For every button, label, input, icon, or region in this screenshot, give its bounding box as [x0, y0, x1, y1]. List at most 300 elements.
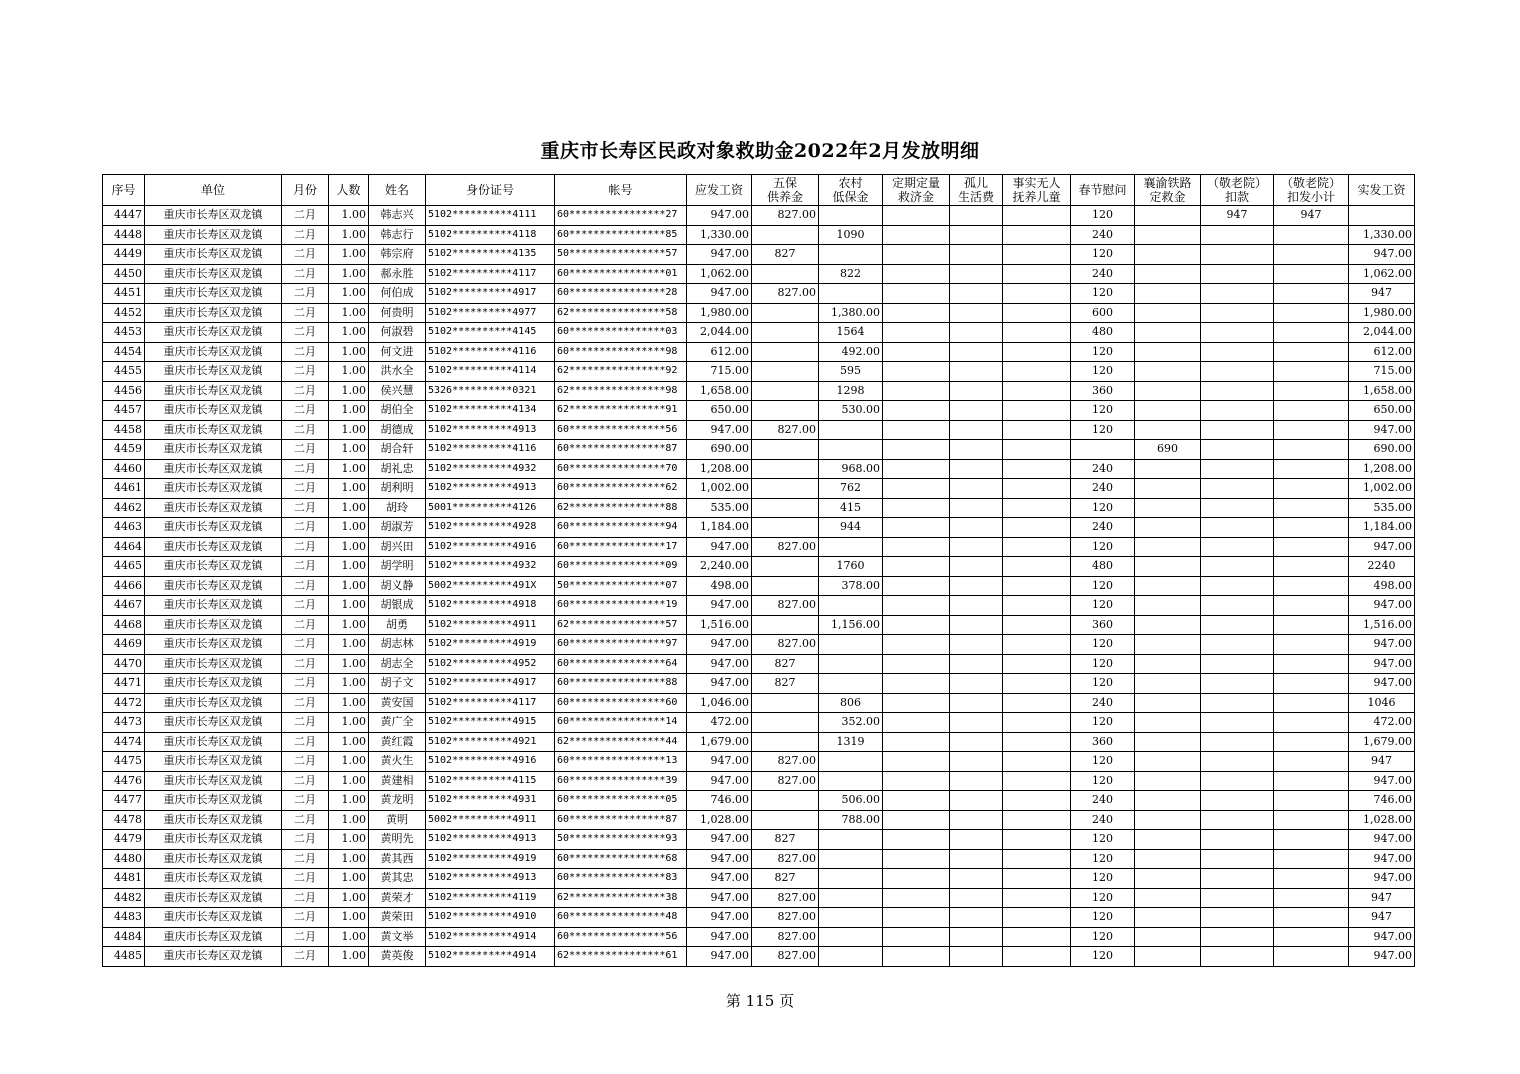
- cell-orphan-living-cost: [950, 615, 1003, 635]
- cell-row-number: 4466: [103, 576, 145, 596]
- cell-fixed-relief: [883, 206, 950, 226]
- cell-id-number: 5102**********4116: [426, 342, 555, 362]
- column-header-line: 事实无人: [1012, 176, 1061, 190]
- cell-name: 黄广全: [369, 713, 426, 733]
- cell-xiangyu-railway-relief: [1135, 752, 1201, 772]
- cell-headcount: 1.00: [329, 206, 369, 226]
- cell-five-guarantee-support: [752, 518, 819, 538]
- cell-id-number: 5102**********4977: [426, 303, 555, 323]
- cell-nursing-home-subtotal: [1274, 498, 1349, 518]
- cell-nursing-home-subtotal: [1274, 576, 1349, 596]
- cell-month: 二月: [282, 323, 329, 343]
- cell-nursing-home-subtotal: 947: [1274, 206, 1349, 226]
- cell-account-number: 60****************94: [555, 518, 687, 538]
- cell-gross-pay: 947.00: [687, 927, 752, 947]
- cell-five-guarantee-support: [752, 342, 819, 362]
- column-header-line: 单位: [200, 183, 225, 197]
- cell-fixed-relief: [883, 791, 950, 811]
- cell-month: 二月: [282, 284, 329, 304]
- cell-headcount: 1.00: [329, 674, 369, 694]
- cell-gross-pay: 2,044.00: [687, 323, 752, 343]
- table-row: [103, 557, 1415, 577]
- cell-xiangyu-railway-relief: [1135, 420, 1201, 440]
- cell-xiangyu-railway-relief: 690: [1135, 440, 1201, 460]
- table-row: [103, 206, 1415, 226]
- cell-id-number: 5102**********4917: [426, 284, 555, 304]
- cell-rural-minimum-living: [819, 869, 883, 889]
- cell-rural-minimum-living: 1760: [819, 557, 883, 577]
- cell-rural-minimum-living: [819, 635, 883, 655]
- cell-orphan-living-cost: [950, 849, 1003, 869]
- cell-row-number: 4452: [103, 303, 145, 323]
- cell-headcount: 1.00: [329, 323, 369, 343]
- table-row: [103, 615, 1415, 635]
- cell-nursing-home-subtotal: [1274, 674, 1349, 694]
- cell-gross-pay: 947.00: [687, 888, 752, 908]
- cell-month: 二月: [282, 225, 329, 245]
- cell-id-number: 5102**********4921: [426, 732, 555, 752]
- column-header-line: 定期定量: [891, 176, 940, 190]
- cell-rural-minimum-living: 492.00: [819, 342, 883, 362]
- cell-de-facto-orphan: [1003, 810, 1071, 830]
- cell-net-pay: 2,044.00: [1349, 323, 1415, 343]
- cell-xiangyu-railway-relief: [1135, 674, 1201, 694]
- cell-name: 黄其忠: [369, 869, 426, 889]
- cell-row-number: 4482: [103, 888, 145, 908]
- cell-spring-festival-greeting: 120: [1071, 206, 1135, 226]
- column-header: [369, 175, 426, 206]
- cell-rural-minimum-living: 506.00: [819, 791, 883, 811]
- cell-name: 黄荣田: [369, 908, 426, 928]
- table-row: [103, 498, 1415, 518]
- cell-name: 黄火生: [369, 752, 426, 772]
- column-header: [883, 175, 950, 206]
- cell-gross-pay: 1,062.00: [687, 264, 752, 284]
- cell-account-number: 62****************61: [555, 947, 687, 967]
- column-header: [145, 175, 282, 206]
- cell-net-pay: 947.00: [1349, 869, 1415, 889]
- cell-five-guarantee-support: [752, 791, 819, 811]
- cell-id-number: 5002**********4911: [426, 810, 555, 830]
- cell-five-guarantee-support: [752, 810, 819, 830]
- cell-spring-festival-greeting: 240: [1071, 791, 1135, 811]
- cell-nursing-home-deduction: [1201, 947, 1274, 967]
- cell-nursing-home-deduction: [1201, 342, 1274, 362]
- cell-unit: 重庆市长寿区双龙镇: [145, 596, 282, 616]
- cell-spring-festival-greeting: 120: [1071, 576, 1135, 596]
- cell-month: 二月: [282, 713, 329, 733]
- cell-rural-minimum-living: 530.00: [819, 401, 883, 421]
- cell-id-number: 5102**********4918: [426, 596, 555, 616]
- cell-spring-festival-greeting: 120: [1071, 654, 1135, 674]
- column-header-line: 身份证号: [465, 183, 514, 197]
- cell-rural-minimum-living: 1298: [819, 381, 883, 401]
- cell-de-facto-orphan: [1003, 381, 1071, 401]
- cell-de-facto-orphan: [1003, 576, 1071, 596]
- cell-nursing-home-subtotal: [1274, 245, 1349, 265]
- cell-gross-pay: 947.00: [687, 284, 752, 304]
- cell-net-pay: 690.00: [1349, 440, 1415, 460]
- cell-name: 韩宗府: [369, 245, 426, 265]
- cell-spring-festival-greeting: 120: [1071, 908, 1135, 928]
- cell-gross-pay: 947.00: [687, 674, 752, 694]
- cell-orphan-living-cost: [950, 557, 1003, 577]
- cell-orphan-living-cost: [950, 674, 1003, 694]
- cell-fixed-relief: [883, 323, 950, 343]
- cell-gross-pay: 715.00: [687, 362, 752, 382]
- column-header-line: 定救金: [1149, 190, 1186, 204]
- cell-gross-pay: 947.00: [687, 869, 752, 889]
- cell-net-pay: 1,062.00: [1349, 264, 1415, 284]
- cell-spring-festival-greeting: 360: [1071, 381, 1135, 401]
- cell-id-number: 5102**********4914: [426, 927, 555, 947]
- column-header-line: 低保金: [832, 190, 869, 204]
- table-row: [103, 908, 1415, 928]
- cell-orphan-living-cost: [950, 635, 1003, 655]
- table-row: [103, 264, 1415, 284]
- cell-de-facto-orphan: [1003, 674, 1071, 694]
- cell-net-pay: 947: [1349, 284, 1415, 304]
- cell-net-pay: 947.00: [1349, 245, 1415, 265]
- cell-five-guarantee-support: 827.00: [752, 596, 819, 616]
- cell-nursing-home-deduction: [1201, 576, 1274, 596]
- cell-account-number: 62****************38: [555, 888, 687, 908]
- cell-spring-festival-greeting: 120: [1071, 498, 1135, 518]
- table-row: [103, 947, 1415, 967]
- table-row: [103, 927, 1415, 947]
- cell-nursing-home-deduction: [1201, 557, 1274, 577]
- cell-name: 黄红霞: [369, 732, 426, 752]
- cell-net-pay: 947.00: [1349, 420, 1415, 440]
- cell-orphan-living-cost: [950, 927, 1003, 947]
- cell-nursing-home-deduction: [1201, 362, 1274, 382]
- cell-net-pay: 1,516.00: [1349, 615, 1415, 635]
- cell-nursing-home-subtotal: [1274, 869, 1349, 889]
- cell-five-guarantee-support: 827.00: [752, 849, 819, 869]
- cell-rural-minimum-living: [819, 420, 883, 440]
- cell-net-pay: 650.00: [1349, 401, 1415, 421]
- cell-row-number: 4480: [103, 849, 145, 869]
- cell-month: 二月: [282, 479, 329, 499]
- cell-de-facto-orphan: [1003, 245, 1071, 265]
- column-header-line: 春节慰问: [1078, 183, 1127, 197]
- cell-spring-festival-greeting: [1071, 440, 1135, 460]
- cell-spring-festival-greeting: 240: [1071, 810, 1135, 830]
- cell-de-facto-orphan: [1003, 596, 1071, 616]
- cell-account-number: 60****************60: [555, 693, 687, 713]
- cell-fixed-relief: [883, 927, 950, 947]
- cell-orphan-living-cost: [950, 576, 1003, 596]
- cell-gross-pay: 1,002.00: [687, 479, 752, 499]
- table-row: [103, 401, 1415, 421]
- cell-fixed-relief: [883, 459, 950, 479]
- cell-id-number: 5102**********4931: [426, 791, 555, 811]
- cell-orphan-living-cost: [950, 303, 1003, 323]
- cell-spring-festival-greeting: 120: [1071, 674, 1135, 694]
- table-row: [103, 849, 1415, 869]
- table-row: [103, 654, 1415, 674]
- cell-row-number: 4459: [103, 440, 145, 460]
- cell-headcount: 1.00: [329, 557, 369, 577]
- cell-account-number: 50****************07: [555, 576, 687, 596]
- cell-five-guarantee-support: [752, 498, 819, 518]
- cell-xiangyu-railway-relief: [1135, 459, 1201, 479]
- column-header-line: 实发工资: [1357, 183, 1406, 197]
- cell-account-number: 62****************57: [555, 615, 687, 635]
- cell-id-number: 5102**********4118: [426, 225, 555, 245]
- cell-fixed-relief: [883, 440, 950, 460]
- cell-headcount: 1.00: [329, 615, 369, 635]
- cell-orphan-living-cost: [950, 381, 1003, 401]
- cell-month: 二月: [282, 830, 329, 850]
- cell-month: 二月: [282, 752, 329, 772]
- cell-row-number: 4469: [103, 635, 145, 655]
- cell-headcount: 1.00: [329, 576, 369, 596]
- cell-name: 胡勇: [369, 615, 426, 635]
- table-row: [103, 440, 1415, 460]
- cell-row-number: 4476: [103, 771, 145, 791]
- cell-xiangyu-railway-relief: [1135, 869, 1201, 889]
- cell-nursing-home-subtotal: [1274, 420, 1349, 440]
- cell-five-guarantee-support: [752, 459, 819, 479]
- cell-account-number: 60****************01: [555, 264, 687, 284]
- cell-spring-festival-greeting: 240: [1071, 518, 1135, 538]
- cell-nursing-home-subtotal: [1274, 654, 1349, 674]
- cell-rural-minimum-living: [819, 206, 883, 226]
- cell-headcount: 1.00: [329, 401, 369, 421]
- cell-unit: 重庆市长寿区双龙镇: [145, 323, 282, 343]
- cell-nursing-home-deduction: [1201, 791, 1274, 811]
- cell-gross-pay: 947.00: [687, 947, 752, 967]
- cell-rural-minimum-living: [819, 947, 883, 967]
- cell-name: 黄安国: [369, 693, 426, 713]
- cell-rural-minimum-living: 788.00: [819, 810, 883, 830]
- column-header-line: 姓名: [384, 183, 409, 197]
- cell-id-number: 5102**********4145: [426, 323, 555, 343]
- cell-spring-festival-greeting: 120: [1071, 869, 1135, 889]
- cell-unit: 重庆市长寿区双龙镇: [145, 947, 282, 967]
- cell-gross-pay: 947.00: [687, 908, 752, 928]
- cell-name: 胡义静: [369, 576, 426, 596]
- cell-spring-festival-greeting: 120: [1071, 342, 1135, 362]
- cell-gross-pay: 535.00: [687, 498, 752, 518]
- cell-id-number: 5102**********4952: [426, 654, 555, 674]
- cell-spring-festival-greeting: 120: [1071, 947, 1135, 967]
- cell-nursing-home-deduction: [1201, 225, 1274, 245]
- cell-account-number: 60****************88: [555, 674, 687, 694]
- cell-orphan-living-cost: [950, 810, 1003, 830]
- cell-id-number: 5102**********4913: [426, 479, 555, 499]
- column-header-line: 救济金: [897, 190, 934, 204]
- cell-gross-pay: 746.00: [687, 791, 752, 811]
- cell-five-guarantee-support: 827: [752, 245, 819, 265]
- cell-net-pay: 947.00: [1349, 830, 1415, 850]
- cell-gross-pay: 947.00: [687, 752, 752, 772]
- cell-name: 胡银成: [369, 596, 426, 616]
- table-row: [103, 518, 1415, 538]
- cell-rural-minimum-living: 378.00: [819, 576, 883, 596]
- cell-fixed-relief: [883, 674, 950, 694]
- cell-unit: 重庆市长寿区双龙镇: [145, 362, 282, 382]
- cell-name: 洪水全: [369, 362, 426, 382]
- cell-nursing-home-subtotal: [1274, 771, 1349, 791]
- cell-id-number: 5102**********4911: [426, 615, 555, 635]
- cell-rural-minimum-living: [819, 752, 883, 772]
- cell-name: 何贵明: [369, 303, 426, 323]
- cell-spring-festival-greeting: 120: [1071, 362, 1135, 382]
- header-row: [103, 175, 1415, 206]
- cell-xiangyu-railway-relief: [1135, 245, 1201, 265]
- cell-headcount: 1.00: [329, 498, 369, 518]
- cell-fixed-relief: [883, 596, 950, 616]
- cell-rural-minimum-living: 595: [819, 362, 883, 382]
- cell-row-number: 4470: [103, 654, 145, 674]
- cell-account-number: 60****************56: [555, 420, 687, 440]
- cell-month: 二月: [282, 206, 329, 226]
- cell-nursing-home-deduction: [1201, 284, 1274, 304]
- cell-gross-pay: 1,046.00: [687, 693, 752, 713]
- cell-headcount: 1.00: [329, 810, 369, 830]
- cell-five-guarantee-support: [752, 557, 819, 577]
- cell-gross-pay: 947.00: [687, 849, 752, 869]
- cell-id-number: 5102**********4117: [426, 264, 555, 284]
- cell-rural-minimum-living: 762: [819, 479, 883, 499]
- cell-unit: 重庆市长寿区双龙镇: [145, 927, 282, 947]
- cell-spring-festival-greeting: 120: [1071, 401, 1135, 421]
- cell-five-guarantee-support: 827.00: [752, 752, 819, 772]
- cell-unit: 重庆市长寿区双龙镇: [145, 440, 282, 460]
- cell-id-number: 5001**********4126: [426, 498, 555, 518]
- table-body: [103, 206, 1415, 967]
- cell-xiangyu-railway-relief: [1135, 888, 1201, 908]
- cell-de-facto-orphan: [1003, 225, 1071, 245]
- cell-account-number: 62****************98: [555, 381, 687, 401]
- cell-row-number: 4460: [103, 459, 145, 479]
- cell-row-number: 4468: [103, 615, 145, 635]
- cell-fixed-relief: [883, 498, 950, 518]
- cell-de-facto-orphan: [1003, 479, 1071, 499]
- cell-unit: 重庆市长寿区双龙镇: [145, 459, 282, 479]
- cell-fixed-relief: [883, 284, 950, 304]
- cell-name: 胡志全: [369, 654, 426, 674]
- cell-five-guarantee-support: [752, 732, 819, 752]
- cell-nursing-home-deduction: [1201, 596, 1274, 616]
- table-row: [103, 459, 1415, 479]
- cell-orphan-living-cost: [950, 498, 1003, 518]
- cell-de-facto-orphan: [1003, 264, 1071, 284]
- cell-account-number: 60****************56: [555, 927, 687, 947]
- cell-row-number: 4461: [103, 479, 145, 499]
- cell-gross-pay: 612.00: [687, 342, 752, 362]
- cell-rural-minimum-living: [819, 927, 883, 947]
- cell-nursing-home-subtotal: [1274, 323, 1349, 343]
- cell-unit: 重庆市长寿区双龙镇: [145, 303, 282, 323]
- cell-unit: 重庆市长寿区双龙镇: [145, 225, 282, 245]
- cell-fixed-relief: [883, 303, 950, 323]
- column-header-line: （敬老院）: [1280, 176, 1341, 190]
- cell-row-number: 4462: [103, 498, 145, 518]
- cell-month: 二月: [282, 362, 329, 382]
- cell-headcount: 1.00: [329, 381, 369, 401]
- cell-five-guarantee-support: 827.00: [752, 206, 819, 226]
- cell-month: 二月: [282, 518, 329, 538]
- column-header-line: 孤儿: [963, 176, 988, 190]
- cell-row-number: 4481: [103, 869, 145, 889]
- table-row: [103, 752, 1415, 772]
- cell-name: 黄明: [369, 810, 426, 830]
- cell-month: 二月: [282, 440, 329, 460]
- cell-de-facto-orphan: [1003, 908, 1071, 928]
- cell-rural-minimum-living: [819, 888, 883, 908]
- cell-de-facto-orphan: [1003, 284, 1071, 304]
- cell-unit: 重庆市长寿区双龙镇: [145, 284, 282, 304]
- cell-spring-festival-greeting: 240: [1071, 479, 1135, 499]
- cell-account-number: 60****************39: [555, 771, 687, 791]
- cell-month: 二月: [282, 401, 329, 421]
- cell-rural-minimum-living: [819, 284, 883, 304]
- cell-net-pay: [1349, 206, 1415, 226]
- cell-month: 二月: [282, 381, 329, 401]
- cell-id-number: 5102**********4919: [426, 635, 555, 655]
- cell-month: 二月: [282, 791, 329, 811]
- cell-xiangyu-railway-relief: [1135, 342, 1201, 362]
- cell-xiangyu-railway-relief: [1135, 810, 1201, 830]
- cell-rural-minimum-living: [819, 245, 883, 265]
- cell-orphan-living-cost: [950, 713, 1003, 733]
- cell-gross-pay: 1,658.00: [687, 381, 752, 401]
- table-row: [103, 362, 1415, 382]
- column-header: [555, 175, 687, 206]
- cell-spring-festival-greeting: 120: [1071, 849, 1135, 869]
- cell-nursing-home-deduction: [1201, 713, 1274, 733]
- cell-account-number: 60****************62: [555, 479, 687, 499]
- cell-gross-pay: 2,240.00: [687, 557, 752, 577]
- cell-spring-festival-greeting: 120: [1071, 635, 1135, 655]
- table-row: [103, 479, 1415, 499]
- cell-xiangyu-railway-relief: [1135, 225, 1201, 245]
- cell-orphan-living-cost: [950, 752, 1003, 772]
- cell-account-number: 60****************19: [555, 596, 687, 616]
- cell-id-number: 5102**********4913: [426, 830, 555, 850]
- cell-nursing-home-subtotal: [1274, 693, 1349, 713]
- cell-row-number: 4472: [103, 693, 145, 713]
- cell-nursing-home-deduction: [1201, 654, 1274, 674]
- cell-five-guarantee-support: 827.00: [752, 537, 819, 557]
- cell-five-guarantee-support: 827: [752, 654, 819, 674]
- cell-gross-pay: 947.00: [687, 830, 752, 850]
- cell-five-guarantee-support: [752, 479, 819, 499]
- cell-unit: 重庆市长寿区双龙镇: [145, 264, 282, 284]
- cell-nursing-home-deduction: [1201, 245, 1274, 265]
- cell-orphan-living-cost: [950, 771, 1003, 791]
- cell-name: 胡玲: [369, 498, 426, 518]
- cell-net-pay: 1,028.00: [1349, 810, 1415, 830]
- cell-net-pay: 947.00: [1349, 537, 1415, 557]
- cell-gross-pay: 690.00: [687, 440, 752, 460]
- cell-id-number: 5102**********4115: [426, 771, 555, 791]
- cell-account-number: 50****************57: [555, 245, 687, 265]
- cell-net-pay: 1,980.00: [1349, 303, 1415, 323]
- cell-unit: 重庆市长寿区双龙镇: [145, 791, 282, 811]
- cell-account-number: 60****************09: [555, 557, 687, 577]
- cell-fixed-relief: [883, 342, 950, 362]
- column-header: [282, 175, 329, 206]
- column-header-line: 抚养儿童: [1012, 190, 1061, 204]
- cell-month: 二月: [282, 810, 329, 830]
- cell-rural-minimum-living: 1,380.00: [819, 303, 883, 323]
- cell-headcount: 1.00: [329, 459, 369, 479]
- cell-nursing-home-deduction: [1201, 693, 1274, 713]
